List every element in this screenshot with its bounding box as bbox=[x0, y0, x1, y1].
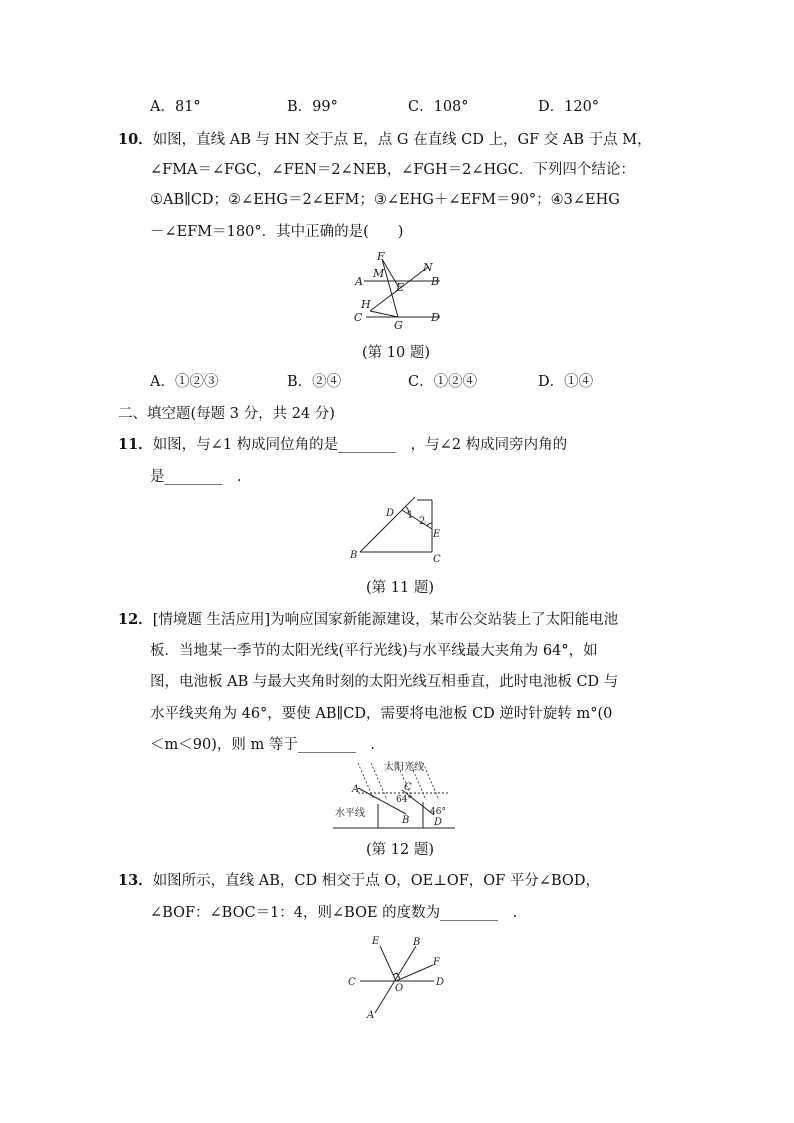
q13-number: 13． bbox=[118, 872, 153, 889]
q13-stem-line1 bbox=[118, 871, 600, 891]
q12-number: 12． bbox=[118, 611, 153, 628]
label-a: A bbox=[355, 275, 363, 288]
sunray-5 bbox=[423, 763, 439, 800]
q12-caption: (第 12 题) bbox=[366, 842, 434, 858]
label-g: G bbox=[394, 319, 403, 332]
q9-option-d: D．120° bbox=[538, 99, 600, 115]
q10-option-d: D．①④ bbox=[538, 374, 594, 390]
label-a: A bbox=[367, 1010, 375, 1021]
q10-option-b: B．②④ bbox=[287, 374, 342, 390]
label-e: E bbox=[433, 529, 441, 540]
label-d: D bbox=[434, 817, 443, 828]
label-b: B bbox=[413, 937, 421, 948]
label-sunlight: 太阳光线 bbox=[384, 762, 424, 773]
q11-caption: (第 11 题) bbox=[366, 580, 434, 596]
label-o: O bbox=[395, 983, 404, 994]
q10-text-line1: 如图，直线 AB 与 HN 交于点 E，点 G 在直线 CD 上，GF 交 AB 于点 M， bbox=[152, 132, 652, 148]
label-64: 64° bbox=[396, 795, 412, 805]
q11-stem-line2: 是________ . bbox=[150, 469, 242, 485]
q12-stem-line3: 图，电池板 AB 与最大夹角时刻的太阳光线互相垂直，此时电池板 CD 与 bbox=[150, 674, 619, 690]
q11-number: 11． bbox=[118, 436, 153, 453]
q11-stem-line1 bbox=[118, 435, 567, 455]
q13-figure bbox=[342, 928, 454, 1024]
q10-stem-line4: －∠EFM＝180°．其中正确的是( ) bbox=[150, 224, 404, 240]
q9-option-c: C．108° bbox=[408, 99, 469, 115]
label-b: B bbox=[402, 815, 410, 826]
q12-figure bbox=[330, 760, 460, 835]
q12-stem-line2: 板．当地某一季节的太阳光线(平行光线)与水平线最大夹角为 64°，如 bbox=[150, 643, 598, 659]
q10-option-a: A．①②③ bbox=[150, 374, 219, 390]
label-horizontal: 水平线 bbox=[335, 808, 365, 819]
q10-figure bbox=[340, 248, 450, 338]
q12-text-line1: [情境题 生活应用]为响应国家新能源建设，某市公交站装上了太阳能电池 bbox=[152, 612, 619, 628]
q10-stem-line3: ①AB∥CD；②∠EHG＝2∠EFM；③∠EHG＋∠EFM＝90°；④3∠EHG bbox=[150, 192, 620, 208]
q10-stem-line2: ∠FMA＝∠FGC，∠FEN＝2∠NEB，∠FGH＝2∠HGC．下列四个结论： bbox=[150, 162, 635, 178]
label-m: M bbox=[373, 267, 385, 280]
q11-text-line1: 如图，与∠1 构成同位角的是________ ，与∠2 构成同旁内角的 bbox=[152, 437, 568, 453]
label-c: C bbox=[348, 977, 356, 988]
q12-stem-line4: 水平线夹角为 46°，要使 AB∥CD，需要将电池板 CD 逆时针旋转 m°(0 bbox=[150, 706, 613, 722]
q13-stem-line2: ∠BOF：∠BOC＝1：4，则∠BOE 的度数为________ . bbox=[150, 905, 518, 921]
label-f: F bbox=[433, 957, 440, 968]
ray-oe bbox=[380, 946, 396, 981]
label-e: E bbox=[396, 281, 405, 294]
q12-stem-line1 bbox=[118, 610, 618, 630]
q10-caption: (第 10 题) bbox=[362, 345, 430, 361]
line-bd bbox=[360, 497, 415, 552]
label-e: E bbox=[372, 936, 380, 947]
q13-text-line1: 如图所示，直线 AB，CD 相交于点 O，OE⊥OF，OF 平分∠BOD， bbox=[152, 873, 600, 889]
label-angle-1: 1 bbox=[407, 510, 414, 521]
label-d: D bbox=[386, 508, 395, 519]
label-c: C bbox=[404, 782, 412, 793]
q9-option-b: B．99° bbox=[287, 99, 338, 115]
label-b: B bbox=[431, 275, 440, 288]
q11-figure bbox=[345, 492, 445, 572]
label-46: 46° bbox=[430, 807, 446, 817]
ray-of bbox=[396, 965, 433, 981]
label-d: D bbox=[436, 977, 445, 988]
section-heading: 二、填空题(每题 3 分，共 24 分) bbox=[118, 406, 335, 422]
segment-hg bbox=[370, 311, 398, 317]
label-angle-2: 2 bbox=[419, 516, 426, 527]
label-n: N bbox=[423, 261, 433, 274]
q10-number: 10． bbox=[118, 131, 153, 148]
angle-2-arc bbox=[427, 523, 432, 526]
q10-option-c: C．①②④ bbox=[408, 374, 478, 390]
q9-option-a: A．81° bbox=[150, 99, 201, 115]
label-c: C bbox=[433, 554, 441, 565]
label-b: B bbox=[350, 550, 358, 561]
sunray-1 bbox=[358, 763, 374, 800]
q12-stem-line5: ＜m＜90)，则 m 等于________ . bbox=[150, 737, 375, 753]
label-h: H bbox=[361, 298, 371, 311]
label-d: D bbox=[431, 311, 440, 324]
q10-stem-line1 bbox=[118, 130, 652, 150]
label-c: C bbox=[354, 311, 363, 324]
label-a: A bbox=[352, 784, 360, 795]
label-f: F bbox=[377, 250, 385, 263]
